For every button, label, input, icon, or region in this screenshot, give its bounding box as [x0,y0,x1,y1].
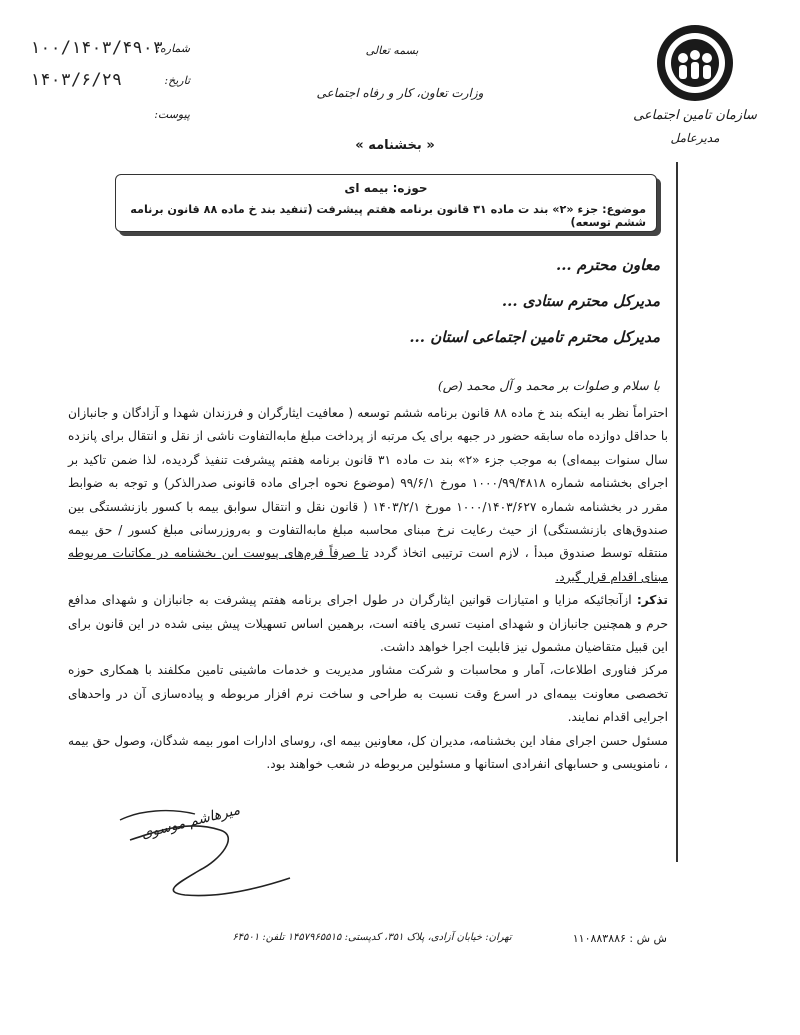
date-value: ۱۴۰۳/۶/۲۹ [30,70,123,90]
number-value: ۱۰۰/۱۴۰۳/۴۹۰۳ [30,38,164,58]
org-logo-block [620,22,770,145]
body-p1-main: به موجب جزء «۲» بند ت ماده ۳۱ قانون برنامه هفتم پیشرفت تنفیذ گردیده، لذا ضمن تاکید بر اجرای بخشنامه شماره ۱۰۰۰/۹۹/۴۸۱۸ مورخ ۹۹/۶/۱ (موضوع نحوه اجرای ماده قانونی صدرالذکر) و توجه به ضوابط مقرر در بخشنامه شماره ۱۰۰۰/۱۴۰۳/۶۲۷ مورخ ۱۴۰۳/۲/۱ ( قانون نقل و انتقال سوابق بیمه با کسور بازنشستگی بین صندوق‌های بازنشستگی) از حیث رعایت نرخ مبنای محاسبه مبلغ مابه‌التفاوت و به‌روزرسانی مبلغ کسور / حق بیمه منتقله توسط صندوق مبدأ ، لازم است ترتیبی اتخاذ گردد [68,452,668,561]
subject-area: حوزه: بیمه ای [344,181,428,195]
body-paragraph-1 [68,402,668,589]
social-security-logo-icon [654,22,736,104]
meta-attachment [30,104,190,128]
frame-right-border [676,162,678,862]
body-note [68,589,668,659]
attachment-label: پیوست: [154,108,190,121]
signature [100,800,310,910]
basmala: بسمه تعالی [365,44,419,57]
signature-name: میرهاشم موسوی [139,801,242,843]
document-type-title: « بخشنامه » [355,138,435,153]
greeting: با سلام و صلوات بر محمد و آل محمد (ص) [437,378,660,393]
letter-body [68,402,668,777]
body-paragraph-3: مرکز فناوری اطلاعات، آمار و محاسبات و شرکت مشاور مدیریت و خدمات ماشینی تامین مکلفند با همکاری حوزه تخصصی معاونت بیمه‌ای در اسرع وقت نسبت به طراحی و ساخت نرم افزار مربوطه و پیاده‌سازی آن در واحدهای اجرایی اقدام نمایند. [68,663,668,725]
subject-box [115,174,657,232]
meta-number [30,38,190,62]
body-p1-intro: احتراماً نظر به اینکه بند خ ماده ۸۸ قانون برنامه ششم توسعه ( معافیت ایثارگران و فرزندان شهدا و آزادگان و جانبازان با حداقل دوازده ماه سابقه حضور در جبهه برای یک مرتبه از پرداخت مبلغ مابه‌التفاوت ناشی از نقل و انتقال برای پانزده سال سنوات بیمه‌ای) [68,406,669,467]
addressee-deputy: معاون محترم ... [555,256,660,274]
addressee-hq-director: مدیرکل محترم ستادی ... [501,292,660,310]
signature-stroke-icon [100,800,310,910]
footer-reference: ش ش : ۱۱۰۸۸۳۸۸۶ [572,932,667,945]
date-label: تاریخ: [164,74,190,87]
ministry-name: وزارت تعاون، کار و رفاه اجتماعی [316,86,484,100]
note-text: ازآنجائیکه مزایا و امتیازات قوانین ایثارگران در طول اجرای برنامه هفتم پیشرفت به جانبازان و شهدای مدافع حرم و همچنین جانبازان و شهدای امنیت تسری یافته است، برهمین اساس تسهیلات پیش بینی شده در این قانون برای این قبیل متقاضیان مشمول نیز قابلیت اجرا خواهد داشت. [68,593,668,655]
org-name: سازمان تامین اجتماعی [633,108,757,123]
meta-date [30,70,190,94]
subject-topic: موضوع: جزء «۲» بند ت ماده ۳۱ قانون برنامه هفتم پیشرفت (تنفید بند خ ماده ۸۸ قانون برنامه ششم توسعه) [130,203,646,229]
footer-address: تهران: خیابان آزادی، پلاک ۳۵۱، کدپستی: ۱۴۵۷۹۶۵۵۱۵ تلفن: ۶۴۵۰۱ [232,932,512,943]
number-label: شماره: [156,42,190,55]
body-paragraph-4: مسئول حسن اجرای مفاد این بخشنامه، مدیران کل، معاونین بیمه ای، روسای ادارات امور بیمه شدگان، وصول حق بیمه ، نامنویسی و حسابهای انفرادی استانها و مسئولین مربوطه در شعب خواهند بود. [68,733,668,772]
body-p1-conclusion: تا صرفاً فرم‌های پیوست این بخشنامه در مکاتبات مربوطه مبنای اقدام قرار گیرد. [68,546,668,584]
note-label: تذکر: [636,593,668,608]
org-position: مدیرعامل [670,131,720,145]
addressee-province-director: مدیرکل محترم تامین اجتماعی استان ... [409,328,660,346]
